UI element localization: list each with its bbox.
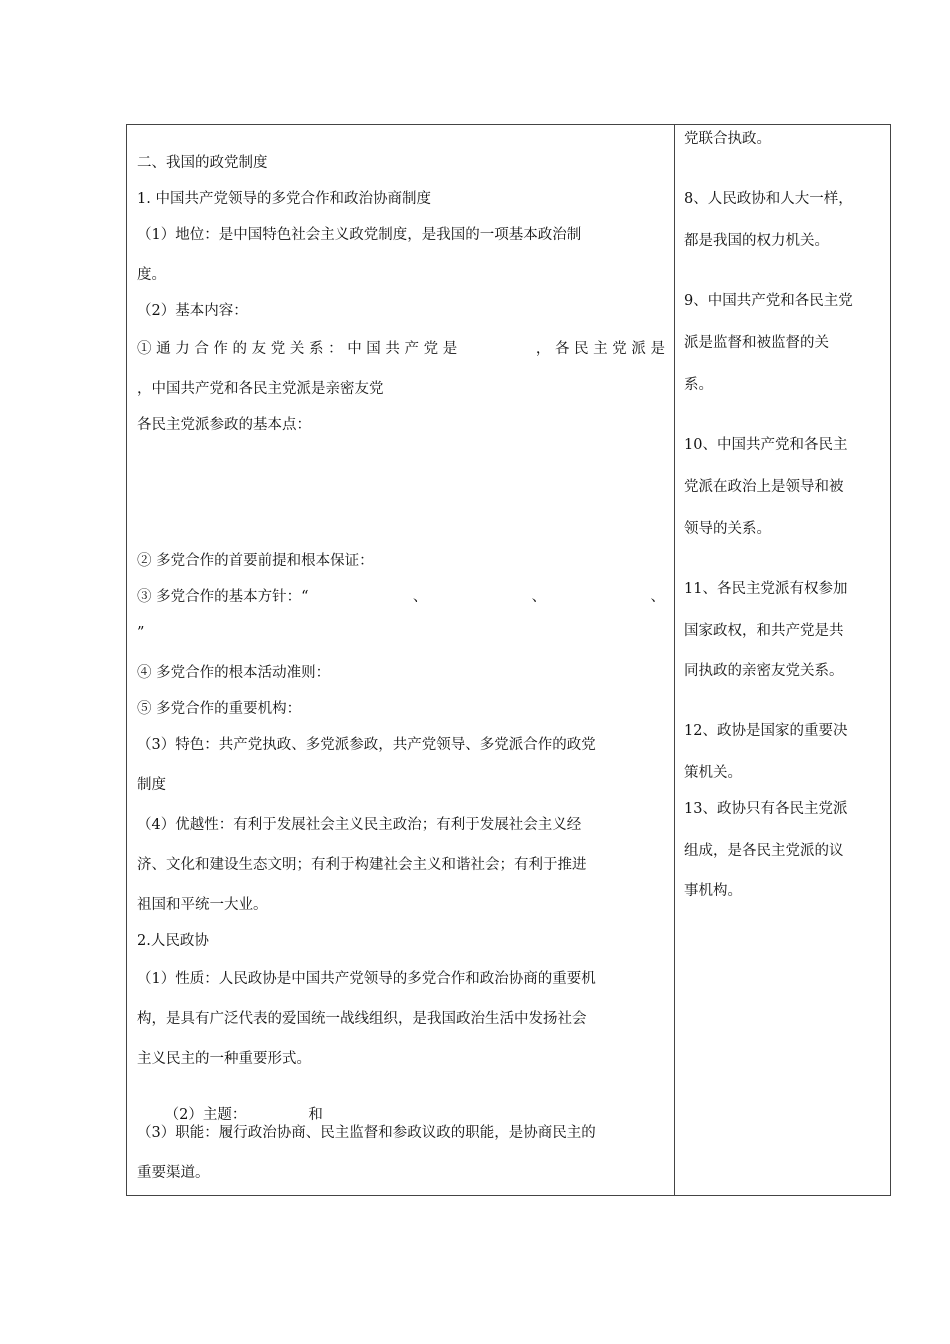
text-line: 度。 [137,267,166,283]
text-line: （3）职能：履行政治协商、民主监督和参政议政的职能，是协商民主的 [137,1125,596,1141]
fill-blank-line [137,587,665,607]
text-segment: ③ 多党合作的基本方针：“ [137,589,309,605]
judgment-item: 党联合执政。 [684,131,771,147]
text-segment: 、 [531,589,547,605]
text-segment: 派是监督和被监督的关 [684,335,829,351]
judgment-item: 领导的关系。 [684,521,771,537]
judgment-item: 事机构。 [684,883,742,899]
notes-table [126,124,891,1196]
subsection-title: 2.人民政协 [137,933,209,949]
text-line: 制度 [137,777,166,793]
text-line: ② 多党合作的首要前提和根本保证： [137,553,374,569]
judgment-item [684,333,882,353]
text-line: ④ 多党合作的根本活动准则： [137,665,331,681]
judgment-item: 策机关。 [684,765,742,781]
text-line: 构，是具有广泛代表的爱国统一战线组织，是我国政治生活中发扬社会 [137,1011,587,1027]
text-line: 重要渠道。 [137,1165,210,1181]
fill-blank-line [137,339,665,359]
text-segment: 和 [308,1107,323,1123]
judgment-item: 11、各民主党派有权参加 [684,581,848,597]
judgment-item: 都是我国的权力机关。 [684,233,829,249]
text-line: 主义民主的一种重要形式。 [137,1051,311,1067]
judgment-item: 13、政协只有各民主党派 [684,801,848,817]
text-line: ” [137,625,145,641]
text-segment: （2）主题： [164,1107,247,1123]
judgment-item: 12、政协是国家的重要决 [684,723,848,739]
judgment-item: 系。 [684,377,713,393]
text-line: ，中国共产党和各民主党派是亲密友党 [137,381,384,397]
text-line: （2）基本内容： [137,303,248,319]
text-line: （1）地位：是中国特色社会主义政党制度，是我国的一项基本政治制 [137,227,582,243]
text-line: （4）优越性：有利于发展社会主义民主政治；有利于发展社会主义经 [137,817,582,833]
judgment-item: 10、中国共产党和各民主 [684,437,848,453]
text-segment: ， 各 民 主 党 派 是 [535,341,665,357]
column-divider [674,125,675,1195]
text-segment: ① 通 力 合 作 的 友 党 关 系 ： 中 国 共 产 党 是 [137,341,458,357]
judgment-item: 党派在政治上是领导和被 [684,479,844,495]
text-line: ⑤ 多党合作的重要机构： [137,701,302,717]
judgment-item: 9、中国共产党和各民主党 [684,293,853,309]
section-heading: 二、我国的政党制度 [137,155,268,171]
judgment-item: 组成，是各民主党派的议 [684,843,844,859]
subsection-title: 1. 中国共产党领导的多党合作和政治协商制度 [137,191,431,207]
judgment-item: 同执政的亲密友党关系。 [684,663,844,679]
text-line: （3）特色：共产党执政、多党派参政，共产党领导、多党派合作的政党 [137,737,596,753]
text-line: （1）性质：人民政协是中国共产党领导的多党合作和政治协商的重要机 [137,971,596,987]
text-line: 祖国和平统一大业。 [137,897,268,913]
judgment-item: 国家政权，和共产党是共 [684,623,844,639]
text-segment: 、 [412,589,428,605]
text-segment: 、 [650,589,665,605]
judgment-item: 8、人民政协和人大一样， [684,191,853,207]
text-line: 济、文化和建设生态文明；有利于构建社会主义和谐社会；有利于推进 [137,857,587,873]
text-line: 各民主党派参政的基本点： [137,417,311,433]
